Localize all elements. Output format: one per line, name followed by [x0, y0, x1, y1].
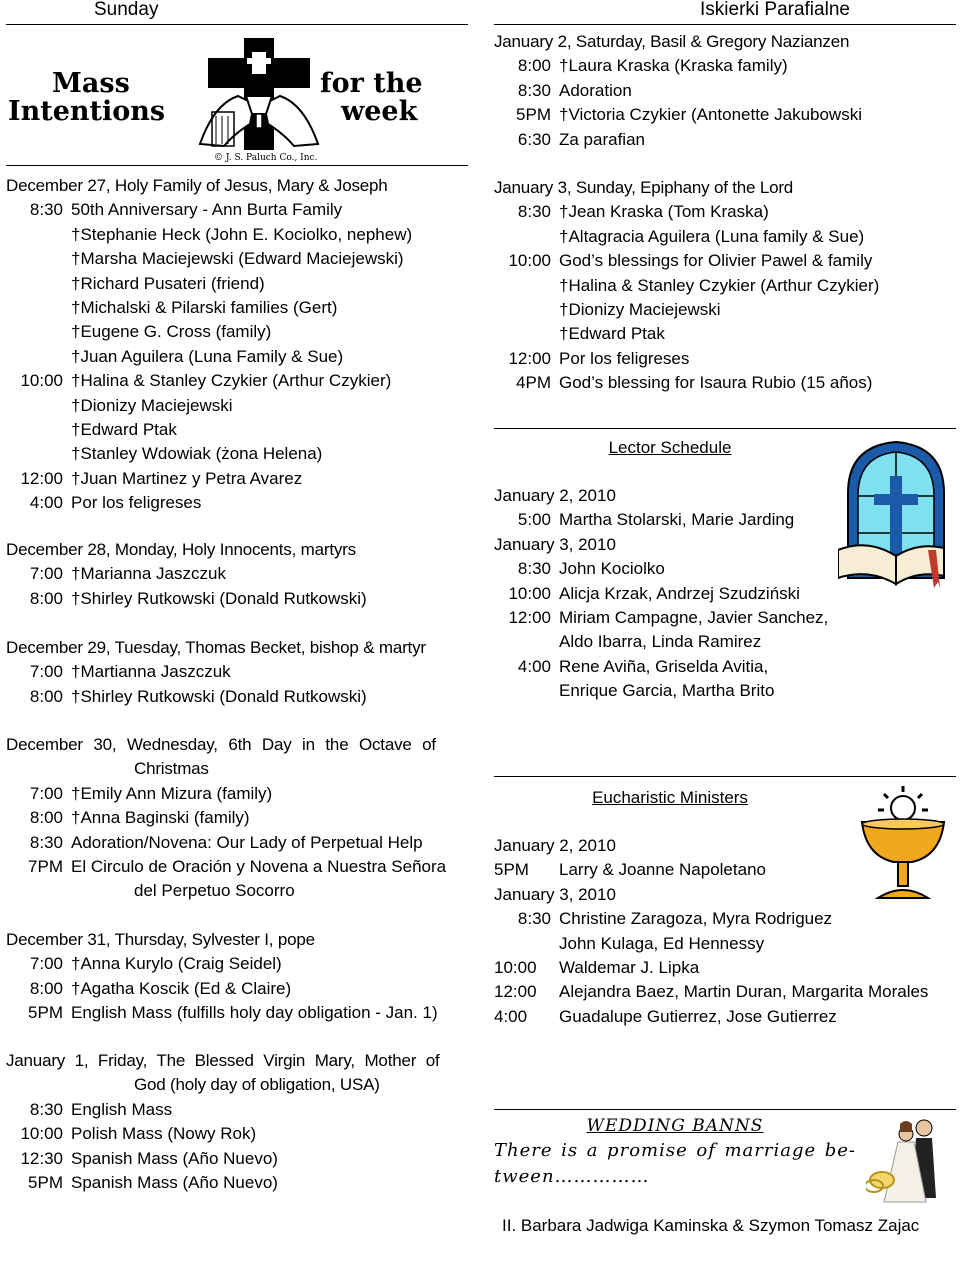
logo-rule [6, 165, 468, 166]
section-title: January 3, Sunday, Epiphany of the Lord [494, 178, 794, 197]
list-item: 8:00 †Laura Kraska (Kraska family) [517, 56, 788, 76]
left-header-rule [6, 24, 468, 25]
lector-date: January 3, 2010 [494, 534, 616, 554]
list-item: 5PM English Mass (fulfills holy day obligation - Jan. 1) [28, 1003, 438, 1023]
list-item: 8:30 Christine Zaragoza, Myra Rodriguez [517, 909, 833, 929]
list-item: 10:00 God’s blessings for Olivier Pawel & family [508, 251, 873, 271]
list-item: John Kulaga, Ed Hennessy [559, 933, 765, 953]
banns-entry: II. Barbara Jadwiga Kaminska & Szymon Tomasz Zajac [502, 1216, 920, 1235]
list-item: †Dionizy Maciejewski [559, 300, 721, 320]
banns-rule [494, 1109, 956, 1110]
eucharistic-date: January 3, 2010 [494, 884, 616, 904]
intentions-dec-29 [6, 636, 468, 709]
list-item: 10:00 †Halina & Stanley Czykier (Arthur Czykier) [20, 371, 392, 391]
lector-date: January 2, 2010 [494, 486, 616, 505]
section-title: December 27, Holy Family of Jesus, Mary & Joseph [6, 176, 388, 195]
list-item: 8:00 †Anna Baginski (family) [29, 808, 250, 828]
logo-word-mass: Mass [52, 68, 130, 99]
lector-heading: Lector Schedule [608, 438, 732, 457]
intentions-dec-30 [6, 733, 468, 904]
list-item: 7:00 †Marianna Jaszczuk [29, 564, 226, 584]
intentions-jan-3 [494, 176, 956, 396]
list-item: 4:00 Rene Aviña, Griselda Avitia, [517, 656, 769, 676]
list-item: †Edward Ptak [559, 324, 665, 344]
eucharistic-date: January 2, 2010 [494, 836, 616, 855]
list-item: 5:00 Martha Stolarski, Marie Jarding [517, 510, 795, 530]
mass-intentions-logo [6, 34, 468, 164]
list-item: 12:00 Alejandra Baez, Martin Duran, Margarita Morales [494, 982, 929, 1002]
list-item: 12:00 Por los feligreses [508, 348, 690, 368]
logo-word-intentions: Intentions [8, 96, 166, 127]
banns-text-line1: There is a promise of marriage be- [494, 1140, 856, 1161]
list-item: Enrique Garcia, Martha Brito [559, 681, 775, 701]
wedding-couple-icon [866, 1114, 954, 1206]
list-item: †Marsha Maciejewski (Edward Maciejewski) [71, 249, 404, 269]
list-item: 5PM †Victoria Czykier (Antonette Jakubowski [516, 105, 862, 125]
list-item: †Altagracia Aguilera (Luna family & Sue) [559, 226, 865, 246]
logo-credit: © J. S. Paluch Co., Inc. [214, 153, 318, 163]
list-item: 12:00 Miriam Campagne, Javier Sanchez, [508, 608, 829, 628]
list-item: 4:00 Por los feligreses [29, 493, 202, 513]
list-item: †Juan Aguilera (Luna Family & Sue) [71, 346, 344, 366]
list-item: 8:00 †Shirley Rutkowski (Donald Rutkowski) [29, 686, 367, 706]
list-item: 10:00 Polish Mass (Nowy Rok) [20, 1124, 257, 1144]
list-item: 12:30 Spanish Mass (Año Nuevo) [20, 1148, 278, 1168]
list-item: 8:30 Adoration/Novena: Our Lady of Perpetual Help [29, 832, 423, 852]
left-header: Sunday [94, 0, 159, 20]
list-item: 10:00 Waldemar J. Lipka [494, 958, 700, 978]
banns-heading: WEDDING BANNS [586, 1116, 764, 1136]
section-title: December 31, Thursday, Sylvester I, pope [6, 930, 315, 949]
right-header: Iskierki Parafialne [700, 0, 850, 20]
intentions-jan-1 [6, 1049, 468, 1195]
list-item: †Edward Ptak [71, 420, 177, 440]
section-title: January 2, Saturday, Basil & Gregory Nazianzen [494, 32, 850, 51]
eucharistic-rule [494, 776, 956, 777]
section-title-continued: God (holy day of obligation, USA) [134, 1075, 380, 1095]
intentions-dec-31 [6, 928, 468, 1026]
list-item: 8:00 †Shirley Rutkowski (Donald Rutkowski) [29, 588, 367, 608]
list-item: †Dionizy Maciejewski [71, 395, 233, 415]
lector-rule [494, 428, 956, 429]
list-item: †Michalski & Pilarski families (Gert) [71, 298, 338, 318]
intentions-jan-2 [494, 30, 956, 152]
list-item: 10:00 Alicja Krzak, Andrzej Szudziński [508, 583, 800, 603]
list-item: Aldo Ibarra, Linda Ramirez [559, 632, 762, 652]
list-item: 4:00 Guadalupe Gutierrez, Jose Gutierrez [494, 1006, 837, 1026]
stained-glass-bible-icon [838, 438, 954, 588]
list-item: 5PM Larry & Joanne Napoletano [494, 860, 766, 880]
list-item: 8:30 John Kociolko [517, 559, 665, 579]
section-title: December 29, Tuesday, Thomas Becket, bishop & martyr [6, 638, 426, 657]
list-item: 8:30 50th Anniversary - Ann Burta Family [29, 200, 343, 220]
intentions-dec-28 [6, 538, 468, 611]
chalice-icon [856, 784, 950, 904]
list-item: 4PM God’s blessing for Isaura Rubio (15 años) [516, 373, 873, 393]
section-title-continued: Christmas [134, 759, 209, 779]
list-item: del Perpetuo Socorro [134, 881, 295, 901]
list-item: 8:00 †Agatha Koscik (Ed & Claire) [29, 978, 292, 998]
logo-word-for-the: for the [320, 68, 423, 99]
cross-hands-icon [194, 34, 324, 154]
list-item: 7PM El Circulo de Oración y Novena a Nuestra Señora [28, 857, 447, 877]
list-item: 8:30 Adoration [517, 80, 632, 100]
logo-word-week: week [341, 96, 418, 127]
list-item: 8:30 †Jean Kraska (Tom Kraska) [517, 202, 769, 222]
list-item: 6:30 Za parafian [517, 129, 645, 149]
list-item: 8:30 English Mass [29, 1099, 173, 1119]
list-item: †Eugene G. Cross (family) [71, 322, 272, 342]
list-item: 7:00 †Emily Ann Mizura (family) [29, 783, 273, 803]
right-header-rule [494, 24, 956, 25]
intentions-dec-27 [6, 174, 468, 516]
section-title: January 1, Friday, The Blessed Virgin Mary, Mother of [6, 1051, 440, 1070]
list-item: 5PM Spanish Mass (Año Nuevo) [28, 1173, 278, 1193]
list-item: †Halina & Stanley Czykier (Arthur Czykier) [559, 275, 880, 295]
list-item: 7:00 †Martianna Jaszczuk [29, 662, 231, 682]
section-title: December 28, Monday, Holy Innocents, martyrs [6, 540, 356, 559]
list-item: 12:00 †Juan Martinez y Petra Avarez [20, 468, 303, 488]
banns-text-line2: tween…………… [494, 1166, 650, 1187]
list-item: †Stephanie Heck (John E. Kociolko, nephew) [71, 224, 413, 244]
eucharistic-heading: Eucharistic Ministers [592, 788, 748, 807]
list-item: 7:00 †Anna Kurylo (Craig Seidel) [29, 954, 282, 974]
list-item: †Stanley Wdowiak (żona Helena) [71, 444, 323, 464]
list-item: †Richard Pusateri (friend) [71, 273, 265, 293]
section-title: December 30, Wednesday, 6th Day in the Octave of [6, 735, 436, 754]
